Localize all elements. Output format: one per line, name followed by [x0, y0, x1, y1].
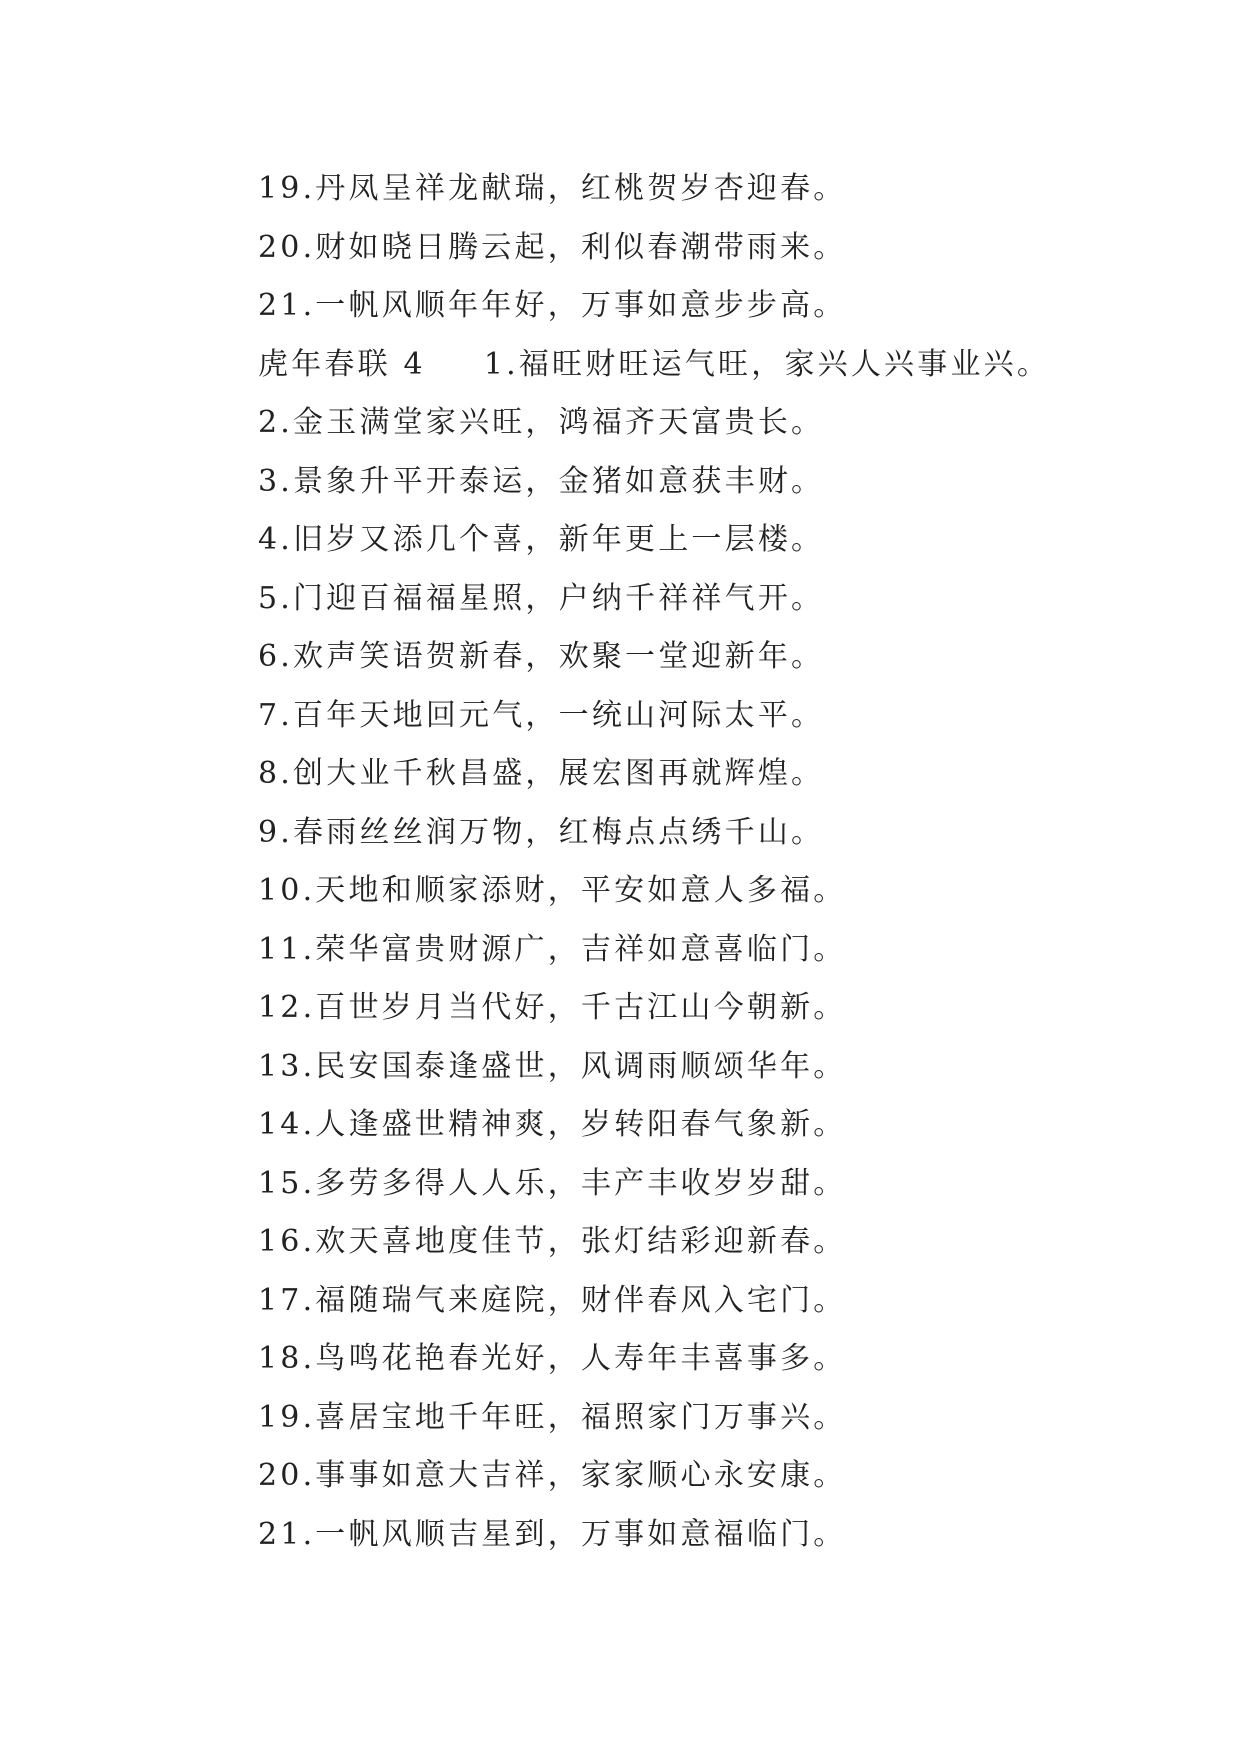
couplet-line: 2.金玉满堂家兴旺，鸿福齐天富贵长。 — [258, 405, 825, 440]
section-heading-line — [258, 336, 1158, 395]
couplet-line: 9.春雨丝丝润万物，红梅点点绣千山。 — [258, 814, 825, 850]
couplet-line: 1.福旺财旺运气旺，家兴人兴事业兴。 — [483, 346, 1051, 382]
couplet-line: 6.欢声笑语贺新春，欢聚一堂迎新年。 — [258, 639, 825, 674]
couplet-line: 19.丹凤呈祥龙献瑞，红桃贺岁杏迎春。 — [258, 171, 847, 206]
couplet-line: 21.一帆风顺吉星到，万事如意福临门。 — [258, 1516, 847, 1552]
section-heading: 虎年春联 4 — [258, 346, 426, 382]
couplet-line: 15.多劳多得人人乐，丰产丰收岁岁甜。 — [258, 1165, 847, 1201]
couplet-line: 13.民安国泰逢盛世，风调雨顺颂华年。 — [258, 1048, 847, 1084]
couplet-line: 17.福随瑞气来庭院，财伴春风入宅门。 — [258, 1282, 847, 1318]
couplet-line: 20.财如晓日腾云起，利似春潮带雨来。 — [258, 229, 847, 265]
couplet-line: 3.景象升平开泰运，金猪如意获丰财。 — [258, 463, 825, 499]
couplet-line: 10.天地和顺家添财，平安如意人多福。 — [258, 873, 847, 908]
couplet-line: 21.一帆风顺年年好，万事如意步步高。 — [258, 288, 847, 323]
couplet-line: 5.门迎百福福星照，户纳千祥祥气开。 — [258, 580, 825, 616]
couplet-line: 18.鸟鸣花艳春光好，人寿年丰喜事多。 — [258, 1341, 847, 1376]
couplet-line: 20.事事如意大吉祥，家家顺心永安康。 — [258, 1458, 847, 1493]
couplet-line: 8.创大业千秋昌盛，展宏图再就辉煌。 — [258, 756, 825, 791]
couplet-line: 11.荣华富贵财源广，吉祥如意喜临门。 — [258, 931, 847, 967]
couplet-line: 14.人逢盛世精神爽，岁转阳春气象新。 — [258, 1107, 847, 1142]
couplet-line: 12.百世岁月当代好，千古江山今朝新。 — [258, 990, 847, 1025]
couplet-line: 19.喜居宝地千年旺，福照家门万事兴。 — [258, 1399, 847, 1435]
couplet-list — [258, 160, 1158, 1564]
couplet-line: 7.百年天地回元气，一统山河际太平。 — [258, 697, 825, 733]
couplet-line: 4.旧岁又添几个喜，新年更上一层楼。 — [258, 522, 825, 557]
couplet-line: 16.欢天喜地度佳节，张灯结彩迎新春。 — [258, 1224, 847, 1259]
